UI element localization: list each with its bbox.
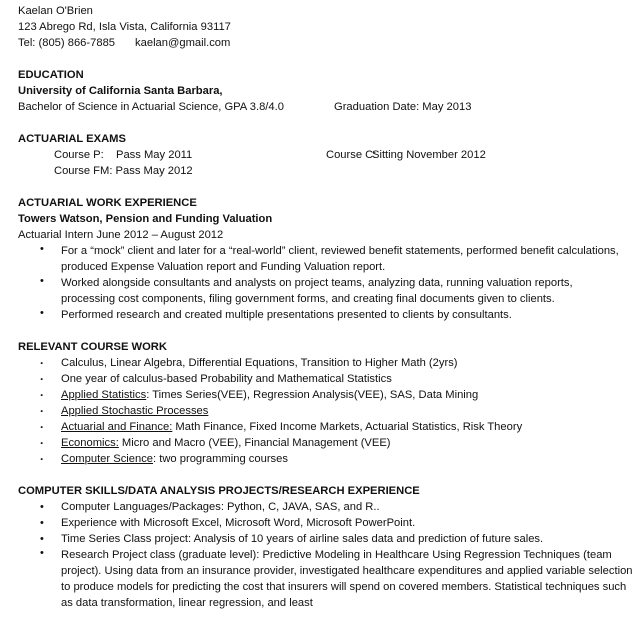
- bullet-icon: [40, 451, 44, 468]
- email: kaelan@gmail.com: [135, 37, 231, 49]
- bullet-icon: [40, 371, 44, 388]
- bullet-icon: [40, 419, 44, 436]
- exam-p-label: Course P:: [54, 149, 104, 161]
- exam-c-value: Sitting November 2012: [372, 149, 486, 161]
- list-item: • Performed research and created multiple presentations presented to clients by consultants.: [18, 307, 633, 323]
- bullet-icon: [40, 275, 44, 287]
- company-name: Towers Watson, Pension and Funding Valuation: [18, 213, 273, 225]
- list-item: • Time Series Class project: Analysis of 10 years of airline sales data and prediction of future sales.: [18, 531, 633, 547]
- bullet-icon: [40, 243, 44, 255]
- address: 123 Abrego Rd, Isla Vista, California 93117: [18, 21, 231, 33]
- skills-heading: COMPUTER SKILLS/DATA ANALYSIS PROJECTS/RESEARCH EXPERIENCE: [18, 485, 420, 497]
- bullet-icon: [40, 307, 44, 319]
- job-role: Actuarial Intern June 2012 – August 2012: [18, 229, 224, 241]
- degree-line: [18, 99, 633, 115]
- list-item: • Computer Languages/Packages: Python, C, JAVA, SAS, and R..: [18, 499, 633, 515]
- list-item: • For a “mock” client and later for a “real-world” client, reviewed benefit statements, performed benefit calculations, produced Expense Valuation report and Funding Valuation report.: [18, 243, 633, 275]
- bullet-icon: [40, 355, 44, 372]
- list-item: · Computer Science: two programming courses: [18, 451, 633, 467]
- bullet-icon: [40, 547, 44, 559]
- work-heading: ACTUARIAL WORK EXPERIENCE: [18, 197, 197, 209]
- bullet-icon: [40, 403, 44, 420]
- bullet-icon: [40, 499, 44, 515]
- school-name: University of California Santa Barbara,: [18, 85, 223, 97]
- list-item: · Actuarial and Finance: Math Finance, Fixed Income Markets, Actuarial Statistics, Risk Theory: [18, 419, 633, 435]
- list-item: · Economics: Micro and Macro (VEE), Financial Management (VEE): [18, 435, 633, 451]
- list-item: • Experience with Microsoft Excel, Microsoft Word, Microsoft PowerPoint.: [18, 515, 633, 531]
- coursework-heading: RELEVANT COURSE WORK: [18, 341, 167, 353]
- list-item: · One year of calculus-based Probability and Mathematical Statistics: [18, 371, 633, 387]
- candidate-name: Kaelan O'Brien: [18, 5, 93, 17]
- phone: Tel: (805) 866-7885: [18, 37, 116, 49]
- bullet-icon: [40, 515, 44, 531]
- list-item: • Worked alongside consultants and analysts on project teams, analyzing data, running valuation reports, processing cost components, filing government forms, and creating final documents given to clients.: [18, 275, 633, 307]
- bullet-icon: [40, 387, 44, 404]
- exam-p-value: Pass May 2011: [116, 149, 193, 161]
- exams-heading: ACTUARIAL EXAMS: [18, 133, 126, 145]
- graduation-date: Graduation Date: May 2013: [334, 101, 472, 113]
- resume-page: [18, 3, 633, 611]
- list-item: • Research Project class (graduate level): Predictive Modeling in Healthcare Using Regression Techniques (team project). Using data from an insurance provider, investigated healthcare expenditures and applied variable selection to produce models for predicting the cost that insurers will spend on covered members. Statistical techniques such as data transformation, linear regression, and least: [18, 547, 633, 611]
- exam-row-2: [18, 163, 633, 179]
- contact-line: [18, 35, 633, 51]
- degree: Bachelor of Science in Actuarial Science, GPA 3.8/4.0: [18, 101, 284, 113]
- bullet-icon: [40, 531, 44, 547]
- bullet-icon: [40, 435, 44, 452]
- education-heading: EDUCATION: [18, 69, 84, 81]
- exam-row-1: [18, 147, 633, 163]
- list-item: · Applied Stochastic Processes: [18, 403, 633, 419]
- list-item: · Calculus, Linear Algebra, Differential Equations, Transition to Higher Math (2yrs): [18, 355, 633, 371]
- exam-fm-label: Course FM:: [54, 165, 113, 177]
- exam-c-label: Course C:: [326, 149, 377, 161]
- list-item: · Applied Statistics: Times Series(VEE), Regression Analysis(VEE), SAS, Data Mining: [18, 387, 633, 403]
- exam-fm-value: Pass May 2012: [115, 165, 193, 177]
